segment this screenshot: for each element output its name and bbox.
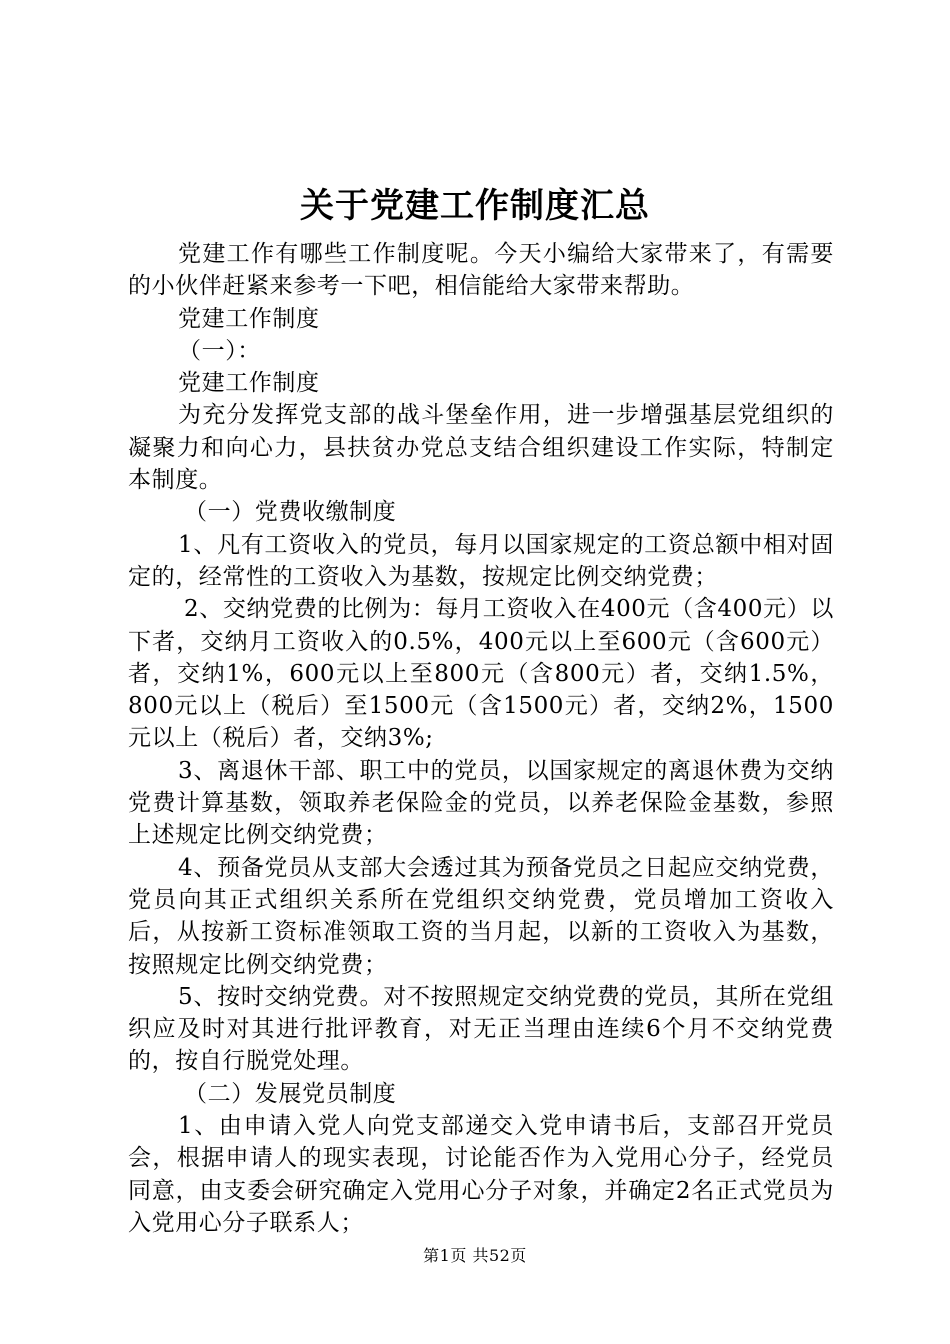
document-title: 关于党建工作制度汇总 [300,186,650,226]
page-number-footer: 第1页 共52页 [423,1246,527,1265]
list-item: 3、离退休干部、职工中的党员，以国家规定的离退休费为交纳党费计算基数，领取养老保险金的党员，以养老保险金基数，参照上述规定比例交纳党费； [128,757,834,849]
document-body [128,238,834,1239]
list-item: 5、按时交纳党费。对不按照规定交纳党费的党员，其所在党组织应及时对其进行批评教育，对无正当理由连续6个月不交纳党费的，按自行脱党处理。 [128,983,834,1075]
subsection-heading: （二）发展党员制度 [184,1080,397,1107]
list-item: 2、交纳党费的比例为：每月工资收入在400元（含400元）以下者，交纳月工资收入的0.5%，400元以上至600元（含600元）者，交纳1%，600元以上至800元（含800元）者，交纳1.5%，800元以上（税后）至1500元（含1500元）者，交纳2%，1500元以上（税后）者，交纳3%; [128,596,834,752]
section-heading: 党建工作制度 [178,305,320,332]
intro-paragraph: 党建工作有哪些工作制度呢。今天小编给大家带来了，有需要的小伙伴赶紧来参考一下吧，相信能给大家带来帮助。 [128,241,834,300]
list-item: 4、预备党员从支部大会透过其为预备党员之日起应交纳党费，党员向其正式组织关系所在党组织交纳党费，党员增加工资收入后，从按新工资标准领取工资的当月起，以新的工资收入为基数，按照规定比例交纳党费； [128,854,834,978]
subsection-heading: （一）党费收缴制度 [184,499,397,526]
list-item: 1、凡有工资收入的党员，每月以国家规定的工资总额中相对固定的，经常性的工资收入为基数，按规定比例交纳党费； [128,531,834,590]
section-number: （一）： [178,337,261,364]
list-item: 1、由申请入党人向党支部递交入党申请书后，支部召开党员会，根据申请人的现实表现，讨论能否作为入党用心分子，经党员同意，由支委会研究确定入党用心分子对象，并确定2名正式党员为入党用心分子联系人； [128,1113,834,1236]
section-heading: 党建工作制度 [178,370,320,397]
purpose-paragraph: 为充分发挥党支部的战斗堡垒作用，进一步增强基层党组织的凝聚力和向心力，县扶贫办党总支结合组织建设工作实际，特制定本制度。 [128,402,834,494]
